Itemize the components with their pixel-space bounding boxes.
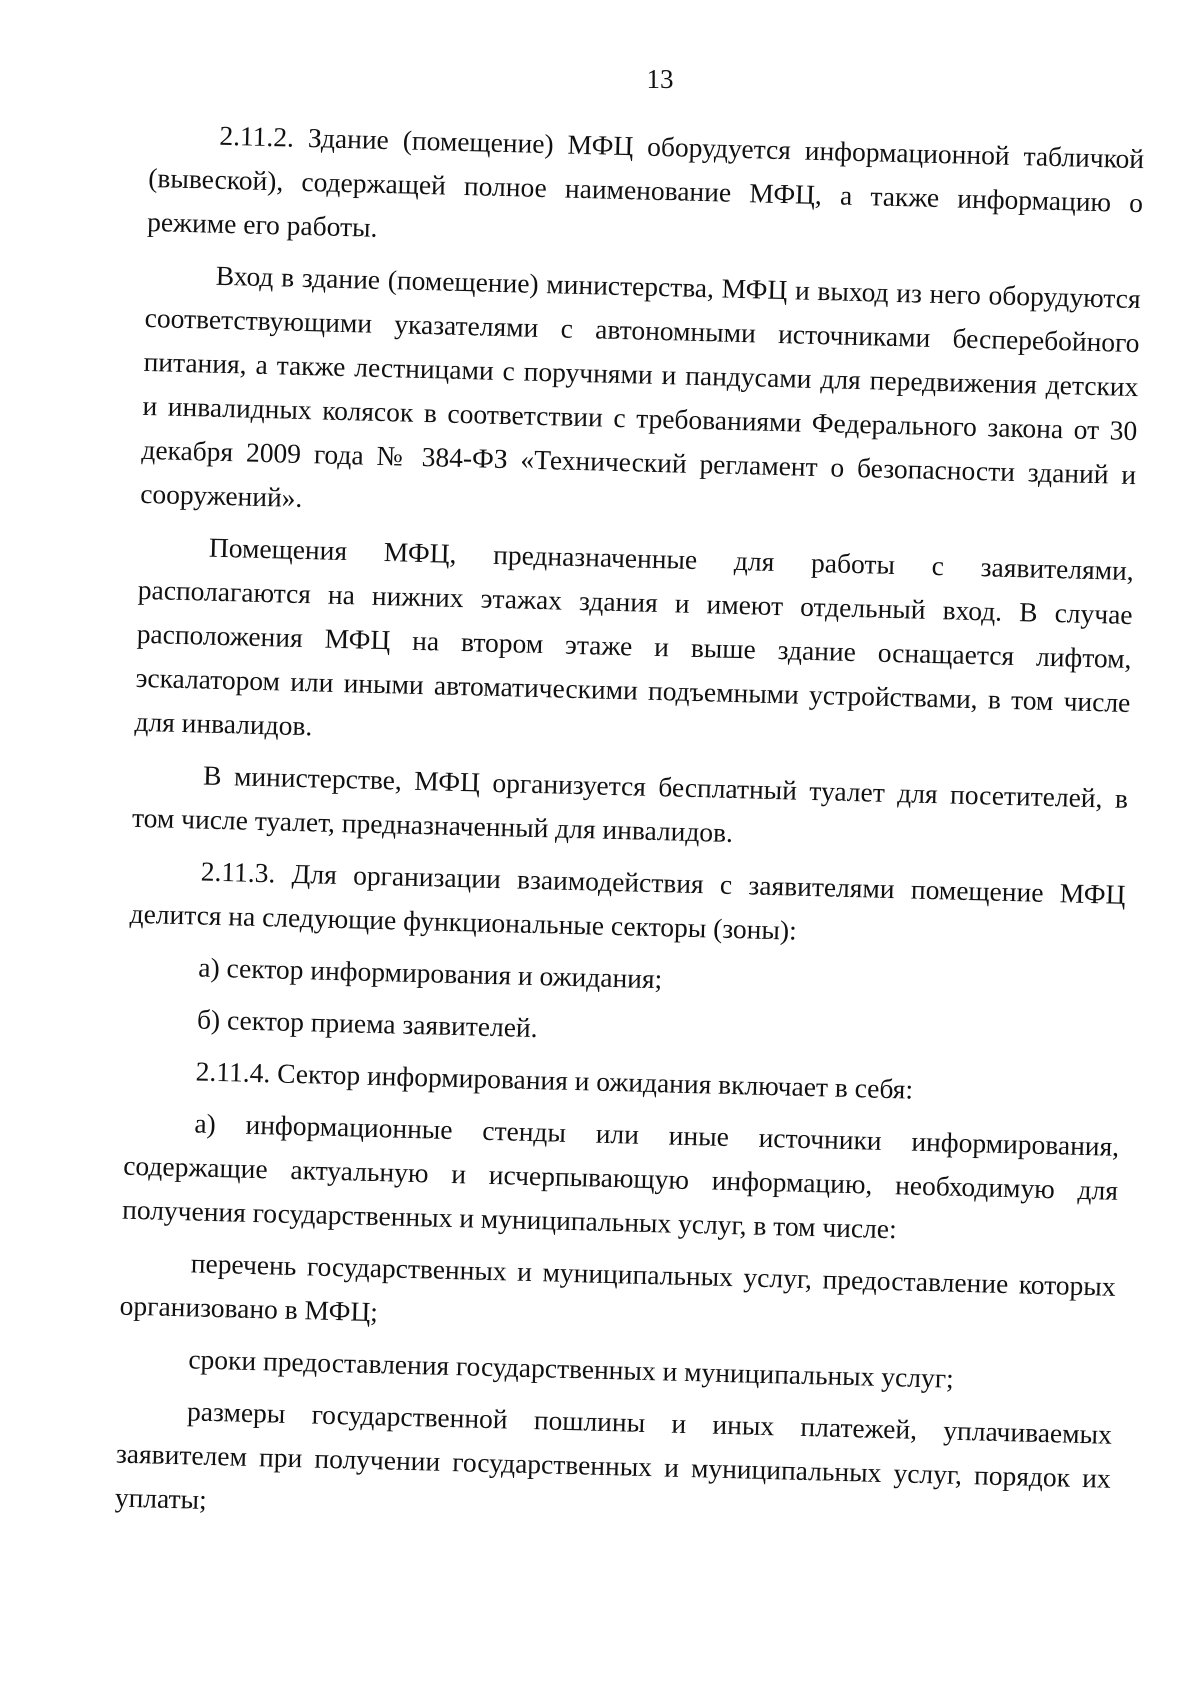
page-number: 13 [646, 64, 674, 94]
list-item-fees: размеры государственной пошлины и иных платежей, уплачиваемых заявителем при получении государственных и муниципальных услуг, порядок их уплаты; [114, 1395, 1113, 1515]
paragraph-2-11-2: 2.11.2. Здание (помещение) МФЦ оборудуется информационной табличкой (вывеской), содержащей полное наименование МФЦ, а также информацию о режиме его работы. [146, 119, 1145, 243]
list-item-sector-b: б) сектор приема заявителей. [196, 1003, 539, 1044]
document-body [114, 112, 1145, 1553]
paragraph-2-11-4: 2.11.4. Сектор информирования и ожидания включает в себя: [195, 1055, 914, 1105]
list-item-sector-a: а) сектор информирования и ожидания; [197, 951, 663, 995]
list-item-service-terms: сроки предоставления государственных и муниципальных услуг; [188, 1343, 955, 1394]
list-item-services-list: перечень государственных и муниципальных услуг, предоставление которых организовано в МФЦ; [119, 1247, 1116, 1328]
list-item-info-stands: а) информационные стенды или иные источники информирования, содержащие актуальную и исчерпывающую информацию, необходимую для получения государственных и муниципальных услуг, в том числе: [121, 1107, 1120, 1245]
paragraph-2-11-3: 2.11.3. Для организации взаимодействия с заявителями помещение МФЦ делится на следующие функциональные секторы (зоны): [129, 855, 1126, 946]
paragraph-entrance-signage: Вход в здание (помещение) министерства, МФЦ и выход из него оборудуются соответствующими указателями с автономными источниками бесперебойного питания, а также лестницами с поручнями и пандусами для передвижения детских и инвалидных колясок в соответствии с требованиями Федерального закона от 30 декабря 2009 года № 384-ФЗ «Технический регламент о безопасности зданий и сооружений». [139, 259, 1141, 513]
paragraph-premises-location: Помещения МФЦ, предназначенные для работы с заявителями, располагаются на нижних этажах здания и имеют отдельный вход. В случае расположения МФЦ на втором этаже и выше здание оснащается лифтом, эскалатором или иными автоматическими подъемными устройствами, в том числе для инвалидов. [134, 531, 1135, 742]
paragraph-toilet: В министерстве, МФЦ организуется бесплатный туалет для посетителей, в том числе туалет, предназначенный для инвалидов. [131, 759, 1129, 848]
